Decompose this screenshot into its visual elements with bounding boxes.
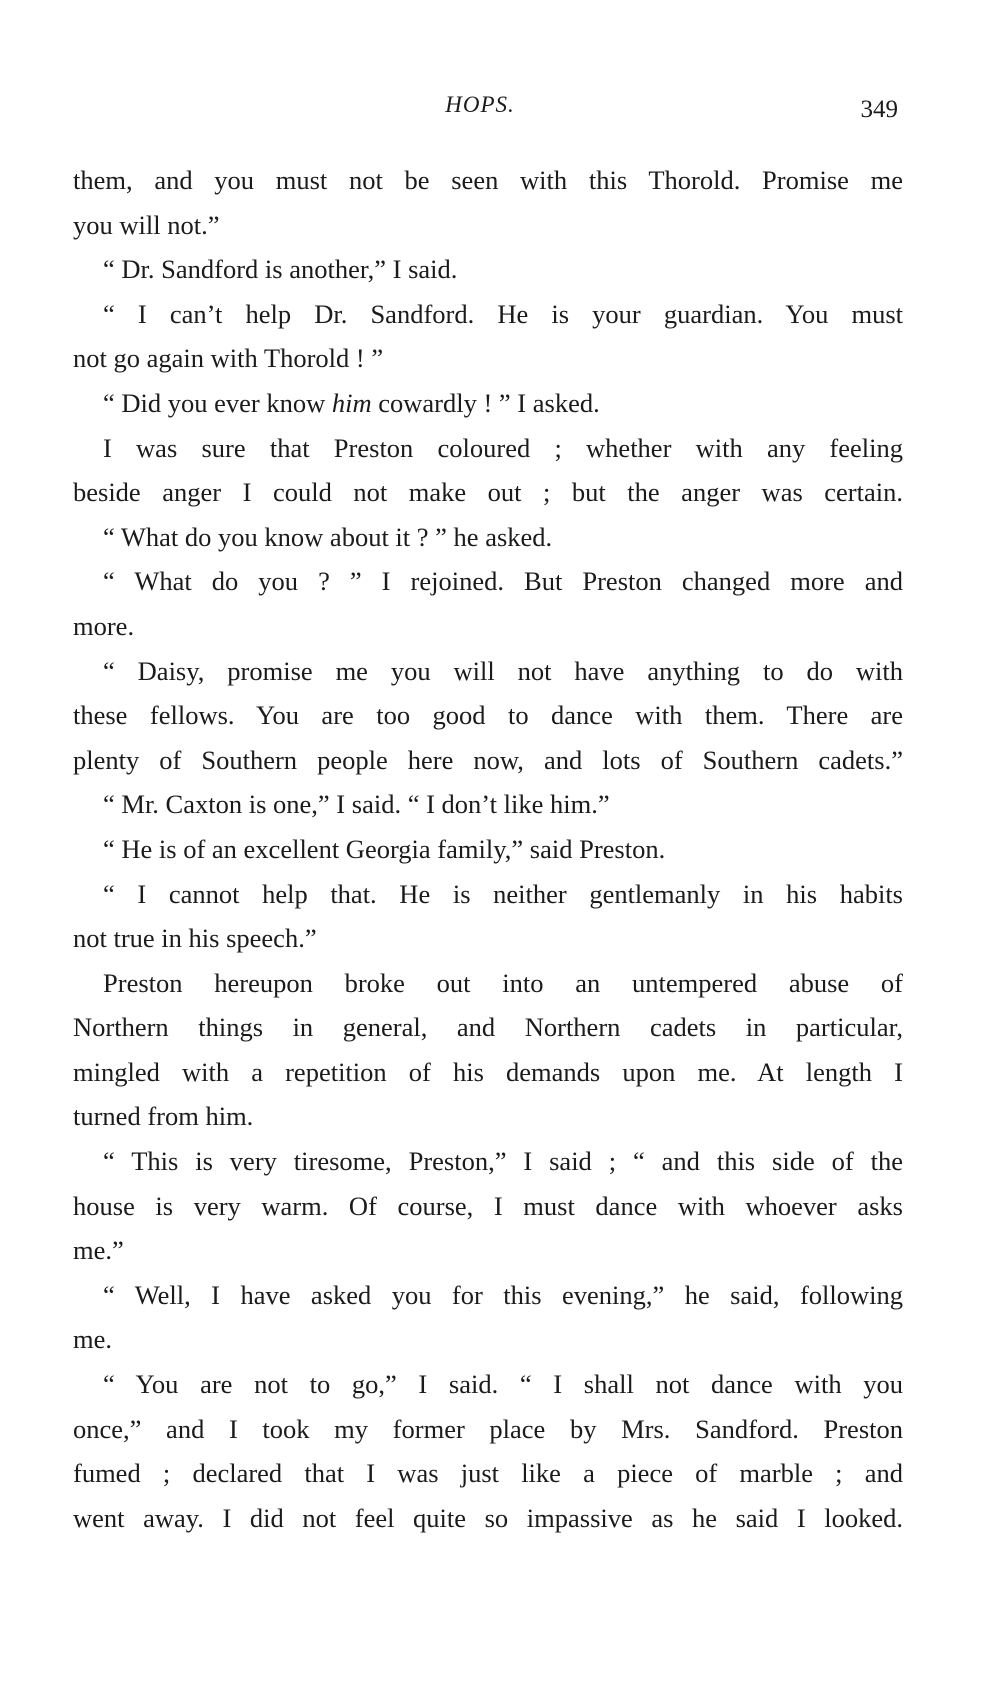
text-line: more. bbox=[73, 610, 135, 641]
text-line: them, and you must not be seen with this Thorold. Promise me bbox=[73, 165, 903, 195]
text-line: not true in his speech.” bbox=[73, 923, 317, 954]
text-line: plenty of Southern people here now, and lots of Southern cadets.” bbox=[73, 744, 903, 775]
text-line: “ What do you ? ” I rejoined. But Preston changed more and bbox=[103, 566, 903, 597]
text-line: beside anger I could not make out ; but the anger was certain. bbox=[73, 477, 903, 508]
text-line: “ Well, I have asked you for this evening,” he said, following bbox=[103, 1279, 903, 1310]
text-line: turned from him. bbox=[73, 1101, 254, 1132]
text-line: me. bbox=[73, 1324, 112, 1355]
text-line: mingled with a repetition of his demands upon me. At length I bbox=[73, 1056, 903, 1087]
emphasis: him bbox=[331, 387, 372, 418]
text-line: fumed ; declared that I was just like a piece of marble ; and bbox=[73, 1458, 903, 1489]
running-title: HOPS. bbox=[445, 92, 515, 117]
text-line: went away. I did not feel quite so impassive as he said I looked. bbox=[73, 1502, 903, 1533]
text-line: Northern things in general, and Northern cadets in particular, bbox=[73, 1012, 903, 1043]
text-line: house is very warm. Of course, I must dance with whoever asks bbox=[73, 1190, 903, 1221]
text-line: these fellows. You are too good to dance with them. There are bbox=[73, 700, 903, 731]
text-line: me.” bbox=[73, 1235, 124, 1266]
text-line: once,” and I took my former place by Mrs. Sandford. Preston bbox=[73, 1413, 903, 1444]
text-line: “ I can’t help Dr. Sandford. He is your guardian. You must bbox=[103, 298, 903, 329]
text-line: you will not.” bbox=[73, 209, 220, 240]
body-text bbox=[73, 158, 903, 1540]
text-line: “ Daisy, promise me you will not have anything to do with bbox=[103, 655, 903, 686]
page-number: 349 bbox=[860, 96, 898, 123]
text-line: “ This is very tiresome, Preston,” I said ; “ and this side of the bbox=[103, 1146, 903, 1177]
text-line: “ Did you ever know him cowardly ! ” I asked. bbox=[103, 387, 600, 418]
text-line: “ I cannot help that. He is neither gentlemanly in his habits bbox=[103, 878, 903, 909]
text-line: “ What do you know about it ? ” he asked. bbox=[103, 521, 553, 552]
text-line: Preston hereupon broke out into an untempered abuse of bbox=[103, 967, 903, 998]
text-line: I was sure that Preston coloured ; whether with any feeling bbox=[103, 432, 903, 463]
text-line: “ Dr. Sandford is another,” I said. bbox=[103, 254, 458, 285]
running-header bbox=[0, 92, 1000, 132]
text-line: “ Mr. Caxton is one,” I said. “ I don’t like him.” bbox=[103, 789, 610, 820]
text-line: “ He is of an excellent Georgia family,” said Preston. bbox=[103, 833, 666, 864]
text-line: not go again with Thorold ! ” bbox=[73, 343, 384, 374]
text-line: “ You are not to go,” I said. “ I shall not dance with you bbox=[103, 1369, 903, 1400]
